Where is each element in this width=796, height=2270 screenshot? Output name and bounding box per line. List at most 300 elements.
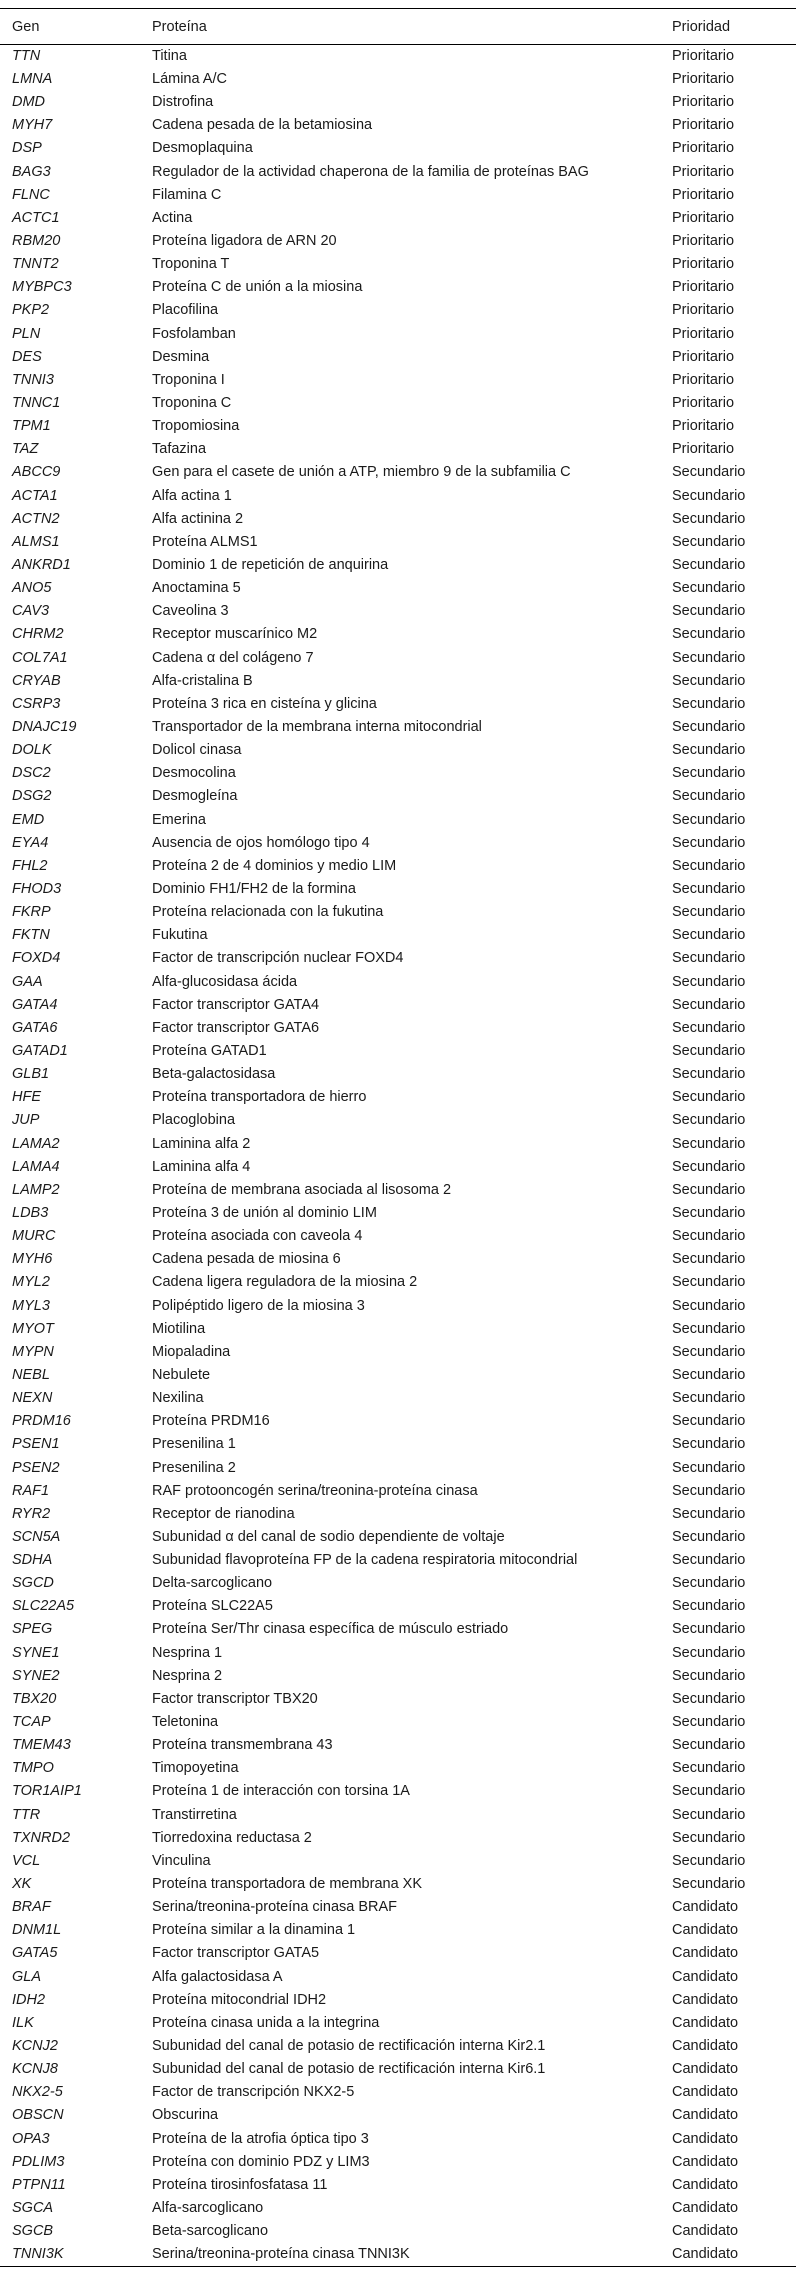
table-row <box>0 1387 796 1410</box>
protein-cell: Cadena pesada de miosina 6 <box>152 1251 341 1268</box>
gene-cell: TTR <box>12 1806 41 1823</box>
protein-cell: Alfa galactosidasa A <box>152 1968 283 1985</box>
priority-cell: Secundario <box>672 1366 746 1383</box>
table-row <box>0 855 796 878</box>
protein-cell: Alfa-sarcoglicano <box>152 2200 264 2216</box>
gene-cell: FKTN <box>12 927 50 944</box>
gene-cell: MYH7 <box>12 117 53 134</box>
table-row <box>0 1595 796 1618</box>
table-row <box>0 1433 796 1456</box>
priority-cell: Secundario <box>672 1343 746 1360</box>
priority-cell: Secundario <box>672 1829 746 1846</box>
table-row <box>0 161 796 184</box>
table-row <box>0 2197 796 2220</box>
protein-cell: Miotilina <box>152 1320 206 1337</box>
gene-cell: DSC2 <box>12 765 51 782</box>
gene-cell: LMNA <box>12 71 53 88</box>
priority-cell: Secundario <box>672 1690 746 1707</box>
gene-cell: PSEN1 <box>12 1436 60 1453</box>
protein-cell: Gen para el casete de unión a ATP, miembro 9 de la subfamilia C <box>152 464 571 481</box>
priority-cell: Secundario <box>672 1552 746 1569</box>
priority-cell: Candidato <box>672 2176 739 2193</box>
table-row <box>0 994 796 1017</box>
gene-cell: GATAD1 <box>12 1042 68 1059</box>
gene-cell: SGCD <box>12 1575 54 1592</box>
protein-cell: Laminina alfa 2 <box>152 1135 251 1152</box>
priority-cell: Secundario <box>672 811 746 828</box>
priority-cell: Secundario <box>672 1135 746 1152</box>
protein-cell: Proteína transmembrana 43 <box>152 1737 333 1754</box>
protein-cell: Transtirretina <box>152 1806 237 1823</box>
protein-cell: Filamina C <box>152 186 222 203</box>
table-row <box>0 1734 796 1757</box>
priority-cell: Secundario <box>672 880 746 897</box>
gene-cell: XK <box>12 1876 32 1893</box>
gene-cell: FHL2 <box>12 857 48 874</box>
gene-cell: DES <box>12 348 42 365</box>
gene-cell: PLN <box>12 325 41 342</box>
priority-cell: Candidato <box>672 1945 739 1962</box>
gene-cell: KCNJ2 <box>12 2038 58 2055</box>
priority-cell: Candidato <box>672 1968 739 1985</box>
gene-cell: TNNI3K <box>0 2243 140 2267</box>
protein-cell: Proteína ligadora de ARN 20 <box>152 233 337 250</box>
gene-cell: CSRP3 <box>12 695 61 712</box>
protein-cell: Desmina <box>152 348 210 365</box>
table-row <box>0 1132 796 1155</box>
table-row <box>0 1063 796 1086</box>
gene-cell: SLC22A5 <box>12 1598 75 1615</box>
protein-cell: Receptor muscarínico M2 <box>152 626 318 643</box>
protein-cell: Proteína asociada con caveola 4 <box>152 1228 363 1245</box>
gene-cell: ABCC9 <box>12 464 61 481</box>
protein-cell: Troponina I <box>152 371 225 388</box>
protein-cell: Factor transcriptor GATA5 <box>152 1945 320 1962</box>
table-row <box>0 253 796 276</box>
table-row <box>0 299 796 322</box>
priority-cell: Secundario <box>672 765 746 782</box>
table-row <box>0 230 796 253</box>
table-row <box>0 346 796 369</box>
gene-cell: FLNC <box>12 186 50 203</box>
protein-cell: Desmoplaquina <box>152 140 253 157</box>
table-row <box>0 1989 796 2012</box>
priority-cell: Prioritario <box>672 418 735 435</box>
priority-cell: Secundario <box>672 1413 746 1430</box>
table-row <box>0 878 796 901</box>
priority-cell: Prioritario <box>672 233 735 250</box>
gene-cell: PDLIM3 <box>12 2153 65 2170</box>
gene-cell: DNAJC19 <box>12 719 77 735</box>
priority-cell: Secundario <box>672 557 746 574</box>
gene-cell: SYNE2 <box>12 1667 60 1684</box>
gene-cell: TBX20 <box>12 1690 57 1707</box>
gene-cell: NKX2-5 <box>12 2084 63 2101</box>
priority-cell: Secundario <box>672 695 746 712</box>
protein-cell: Alfa-cristalina B <box>152 672 253 689</box>
table-row <box>0 1827 796 1850</box>
priority-cell: Secundario <box>672 742 746 759</box>
gene-cell: ILK <box>12 2014 34 2031</box>
protein-cell: Subunidad del canal de potasio de rectificación interna Kir2.1 <box>152 2038 546 2055</box>
table-row <box>0 415 796 438</box>
priority-cell: Secundario <box>672 1644 746 1661</box>
gene-cell: NEBL <box>12 1366 50 1383</box>
protein-cell: Subunidad flavoproteína FP de la cadena respiratoria mitocondrial <box>152 1552 578 1569</box>
table-row <box>0 68 796 91</box>
priority-cell: Candidato <box>672 2038 739 2055</box>
priority-cell: Secundario <box>672 464 746 481</box>
gene-cell: EYA4 <box>12 834 49 851</box>
priority-cell: Secundario <box>672 1297 746 1314</box>
table-header <box>0 9 796 45</box>
priority-cell: Secundario <box>672 626 746 643</box>
table-row <box>0 2035 796 2058</box>
priority-cell: Secundario <box>672 649 746 666</box>
protein-cell: Proteína cinasa unida a la integrina <box>152 2014 380 2031</box>
priority-cell: Prioritario <box>672 325 735 342</box>
gene-cell: SDHA <box>12 1552 53 1569</box>
protein-cell: Regulador de la actividad chaperona de la familia de proteínas BAG <box>152 163 589 180</box>
priority-cell: Secundario <box>672 1181 746 1198</box>
table-row <box>0 1271 796 1294</box>
priority-cell: Secundario <box>672 1528 746 1545</box>
protein-cell: Subunidad del canal de potasio de rectificación interna Kir6.1 <box>152 2061 546 2078</box>
gene-cell: LDB3 <box>12 1204 49 1221</box>
priority-cell: Secundario <box>672 1621 746 1638</box>
protein-cell: Timopoyetina <box>152 1760 239 1777</box>
priority-cell: Secundario <box>672 1019 746 1036</box>
gene-cell: TMEM43 <box>12 1737 71 1754</box>
table-row <box>0 924 796 947</box>
protein-cell: Tiorredoxina reductasa 2 <box>152 1829 312 1846</box>
gene-cell: TXNRD2 <box>12 1829 71 1846</box>
gene-cell: DSP <box>12 140 42 157</box>
priority-cell: Candidato <box>672 2014 739 2031</box>
protein-cell: Delta-sarcoglicano <box>152 1575 273 1592</box>
protein-cell: Distrofina <box>152 94 214 111</box>
gene-cell: IDH2 <box>12 1991 46 2008</box>
gene-cell: TNNT2 <box>12 256 59 273</box>
gene-cell: FHOD3 <box>12 880 62 897</box>
gene-cell: TNNI3 <box>12 371 54 388</box>
protein-cell: RAF protooncogén serina/treonina-proteína cinasa <box>152 1482 478 1499</box>
protein-cell: Dolicol cinasa <box>152 742 242 759</box>
protein-cell: Proteína tirosinfosfatasa 11 <box>152 2176 328 2193</box>
protein-cell: Nexilina <box>152 1390 204 1407</box>
protein-cell: Nesprina 2 <box>152 1667 223 1684</box>
priority-cell: Secundario <box>672 1251 746 1268</box>
priority-cell: Candidato <box>672 2107 739 2124</box>
table-row <box>0 1873 796 1896</box>
priority-cell: Secundario <box>672 1737 746 1754</box>
table-row <box>0 577 796 600</box>
table-row <box>0 832 796 855</box>
protein-cell: Factor transcriptor GATA6 <box>152 1019 320 1036</box>
table-row <box>0 1202 796 1225</box>
priority-cell: Secundario <box>672 1876 746 1893</box>
protein-cell: Proteína Ser/Thr cinasa específica de músculo estriado <box>152 1621 509 1638</box>
protein-cell: Proteína de la atrofia óptica tipo 3 <box>152 2130 369 2147</box>
priority-cell: Prioritario <box>672 395 735 412</box>
table-row <box>0 809 796 832</box>
table-body <box>0 45 796 2267</box>
protein-cell: Troponina T <box>152 256 230 273</box>
table-row <box>0 461 796 484</box>
priority-cell: Secundario <box>672 788 746 805</box>
protein-cell: Proteína con dominio PDZ y LIM3 <box>152 2153 370 2170</box>
priority-cell: Secundario <box>672 672 746 689</box>
table-row <box>0 323 796 346</box>
priority-cell: Candidato <box>672 1899 739 1916</box>
protein-cell: Fosfolamban <box>152 325 236 342</box>
protein-cell: Proteína SLC22A5 <box>152 1598 273 1615</box>
gene-cell: TNNC1 <box>12 395 61 412</box>
protein-cell: Proteína 3 de unión al dominio LIM <box>152 1204 377 1221</box>
table-row <box>0 392 796 415</box>
priority-cell: Secundario <box>672 1459 746 1476</box>
protein-cell: Factor de transcripción nuclear FOXD4 <box>152 950 404 967</box>
gene-cell: EMD <box>12 811 45 828</box>
priority-cell: Prioritario <box>672 348 735 365</box>
gene-cell: PRDM16 <box>12 1413 71 1430</box>
protein-cell: Proteína ALMS1 <box>152 533 258 550</box>
table-row <box>0 901 796 924</box>
table-row <box>0 1294 796 1317</box>
priority-cell: Prioritario <box>672 71 735 88</box>
protein-cell: Ausencia de ojos homólogo tipo 4 <box>152 834 370 851</box>
priority-cell: Secundario <box>672 1204 746 1221</box>
gene-cell: OBSCN <box>12 2107 64 2124</box>
gene-cell: TTN <box>12 48 41 64</box>
priority-cell: Secundario <box>672 1505 746 1522</box>
gene-cell: GAA <box>12 973 43 990</box>
table-row <box>0 1572 796 1595</box>
protein-cell: Cadena α del colágeno 7 <box>152 649 314 666</box>
table-row <box>0 438 796 461</box>
priority-cell: Candidato <box>672 1922 739 1939</box>
protein-cell: Desmogleína <box>152 788 238 805</box>
table-row <box>0 1503 796 1526</box>
gene-cell: CRYAB <box>12 672 61 689</box>
table-row <box>0 1109 796 1132</box>
protein-cell: Proteína transportadora de hierro <box>152 1089 367 1106</box>
table-row <box>0 2081 796 2104</box>
priority-cell: Secundario <box>672 1066 746 1083</box>
priority-cell: Secundario <box>672 834 746 851</box>
gene-cell: MYL2 <box>12 1274 50 1291</box>
protein-cell: Desmocolina <box>152 765 236 782</box>
table-row <box>0 1966 796 1989</box>
table-row <box>0 1456 796 1479</box>
table-row <box>0 114 796 137</box>
table-row <box>0 1757 796 1780</box>
priority-cell: Candidato <box>672 2200 739 2216</box>
priority-cell: Secundario <box>672 1714 746 1731</box>
protein-cell: Troponina C <box>152 395 232 412</box>
gene-cell: CHRM2 <box>12 626 64 643</box>
priority-cell: Candidato <box>672 2084 739 2101</box>
gene-cell: JUP <box>12 1112 40 1129</box>
gene-cell: MYL3 <box>12 1297 50 1314</box>
gene-cell: TAZ <box>12 441 39 458</box>
protein-cell: Proteína 3 rica en cisteína y glicina <box>152 695 377 712</box>
gene-cell: TOR1AIP1 <box>12 1783 82 1800</box>
gene-cell: LAMA2 <box>12 1135 60 1152</box>
table-row <box>0 762 796 785</box>
gene-cell: TCAP <box>12 1714 51 1731</box>
protein-cell: Serina/treonina-proteína cinasa TNNI3K <box>140 2243 660 2267</box>
protein-cell: Proteína similar a la dinamina 1 <box>152 1922 356 1939</box>
priority-cell: Secundario <box>672 950 746 967</box>
priority-cell: Candidato <box>672 2153 739 2170</box>
table-row <box>0 2128 796 2151</box>
priority-cell: Secundario <box>672 1598 746 1615</box>
protein-cell: Caveolina 3 <box>152 603 229 620</box>
protein-cell: Nebulete <box>152 1366 211 1383</box>
protein-cell: Vinculina <box>152 1852 211 1869</box>
priority-cell: Prioritario <box>672 117 735 134</box>
gene-cell: MYPN <box>12 1343 54 1360</box>
table-row <box>0 1665 796 1688</box>
gene-cell: GLA <box>12 1968 42 1985</box>
table-row <box>0 623 796 646</box>
protein-cell: Lámina A/C <box>152 71 227 88</box>
protein-cell: Cadena ligera reguladora de la miosina 2 <box>152 1274 418 1291</box>
table-row <box>0 1086 796 1109</box>
priority-cell: Secundario <box>672 927 746 944</box>
gene-cell: RBM20 <box>12 233 61 250</box>
priority-cell: Secundario <box>672 1482 746 1499</box>
priority-cell: Secundario <box>672 904 746 921</box>
protein-cell: Emerina <box>152 811 206 828</box>
protein-cell: Factor de transcripción NKX2-5 <box>152 2084 355 2101</box>
gene-cell: FOXD4 <box>12 950 61 967</box>
protein-cell: Cadena pesada de la betamiosina <box>152 117 373 134</box>
protein-cell: Presenilina 1 <box>152 1436 236 1453</box>
table-row <box>0 1341 796 1364</box>
priority-cell: Secundario <box>672 1667 746 1684</box>
protein-cell: Beta-sarcoglicano <box>152 2223 269 2240</box>
protein-cell: Proteína mitocondrial IDH2 <box>152 1991 327 2008</box>
protein-cell: Presenilina 2 <box>152 1459 236 1476</box>
table-row <box>0 1804 796 1827</box>
gene-cell: PSEN2 <box>12 1459 60 1476</box>
protein-cell: Proteína 1 de interacción con torsina 1A <box>152 1783 410 1800</box>
header-gen: Gen <box>0 9 140 45</box>
protein-cell: Obscurina <box>152 2107 219 2124</box>
protein-cell: Proteína relacionada con la fukutina <box>152 904 384 921</box>
gene-cell: SYNE1 <box>12 1644 60 1661</box>
gene-cell: GATA6 <box>12 1019 58 1036</box>
priority-cell: Secundario <box>672 1112 746 1129</box>
priority-cell: Secundario <box>672 973 746 990</box>
table-row <box>0 1780 796 1803</box>
gene-cell: ACTN2 <box>12 510 60 527</box>
protein-cell: Placoglobina <box>152 1112 236 1129</box>
table-row <box>0 2104 796 2127</box>
priority-cell: Prioritario <box>672 140 735 157</box>
gene-cell: ACTA1 <box>12 487 58 504</box>
priority-cell: Secundario <box>672 1274 746 1291</box>
protein-cell: Alfa actinina 2 <box>152 510 244 527</box>
priority-cell: Secundario <box>672 1783 746 1800</box>
gene-cell: PTPN11 <box>12 2176 66 2193</box>
protein-cell: Miopaladina <box>152 1343 231 1360</box>
priority-cell: Secundario <box>672 487 746 504</box>
table-row <box>0 647 796 670</box>
protein-cell: Proteína 2 de 4 dominios y medio LIM <box>152 857 397 874</box>
gene-cell: SGCA <box>12 2200 54 2216</box>
priority-cell: Secundario <box>672 857 746 874</box>
priority-cell: Candidato <box>672 2061 739 2078</box>
table-row <box>0 1688 796 1711</box>
gene-cell: LAMP2 <box>12 1181 60 1198</box>
table-row <box>0 1942 796 1965</box>
table-row <box>0 600 796 623</box>
priority-cell: Secundario <box>672 533 746 550</box>
table-row <box>0 1896 796 1919</box>
table-row <box>0 1410 796 1433</box>
protein-cell: Polipéptido ligero de la miosina 3 <box>152 1297 365 1314</box>
table-row <box>0 716 796 739</box>
table-row <box>0 276 796 299</box>
table-row <box>0 1156 796 1179</box>
priority-cell: Secundario <box>672 1320 746 1337</box>
gene-cell: VCL <box>12 1852 41 1869</box>
gene-cell: KCNJ8 <box>12 2061 58 2078</box>
gene-cell: HFE <box>12 1089 41 1106</box>
priority-cell: Secundario <box>672 510 746 527</box>
gene-cell: CAV3 <box>12 603 50 620</box>
protein-cell: Factor transcriptor GATA4 <box>152 996 320 1013</box>
priority-cell: Secundario <box>672 1228 746 1245</box>
priority-cell: Candidato <box>672 1991 739 2008</box>
gene-cell: OPA3 <box>12 2130 50 2147</box>
priority-cell: Prioritario <box>672 441 735 458</box>
table-row <box>0 1248 796 1271</box>
priority-cell: Secundario <box>672 1089 746 1106</box>
protein-cell: Teletonina <box>152 1714 219 1731</box>
gene-cell: NEXN <box>12 1390 53 1407</box>
gene-cell: SPEG <box>12 1621 53 1638</box>
table-row <box>0 1618 796 1641</box>
table-row <box>0 1850 796 1873</box>
priority-cell: Secundario <box>672 719 746 735</box>
gene-cell: RAF1 <box>12 1482 50 1499</box>
gene-cell: SGCB <box>12 2223 54 2240</box>
header-proteina: Proteína <box>140 9 660 45</box>
table-row <box>0 508 796 531</box>
priority-cell: Prioritario <box>672 302 735 319</box>
priority-cell: Secundario <box>672 1436 746 1453</box>
table-row <box>0 947 796 970</box>
priority-cell: Secundario <box>672 580 746 597</box>
gene-cell: ANO5 <box>12 580 52 597</box>
gene-cell: RYR2 <box>12 1505 51 1522</box>
protein-cell: Placofilina <box>152 302 219 319</box>
priority-cell: Secundario <box>672 996 746 1013</box>
protein-cell: Alfa actina 1 <box>152 487 232 504</box>
protein-cell: Tropomiosina <box>152 418 240 435</box>
priority-cell: Candidato <box>672 2223 739 2240</box>
table-row <box>0 1364 796 1387</box>
protein-cell: Subunidad α del canal de sodio dependiente de voltaje <box>152 1528 505 1545</box>
table-row <box>0 1480 796 1503</box>
table-row <box>0 554 796 577</box>
protein-cell: Nesprina 1 <box>152 1644 223 1661</box>
protein-cell: Fukutina <box>152 927 208 944</box>
